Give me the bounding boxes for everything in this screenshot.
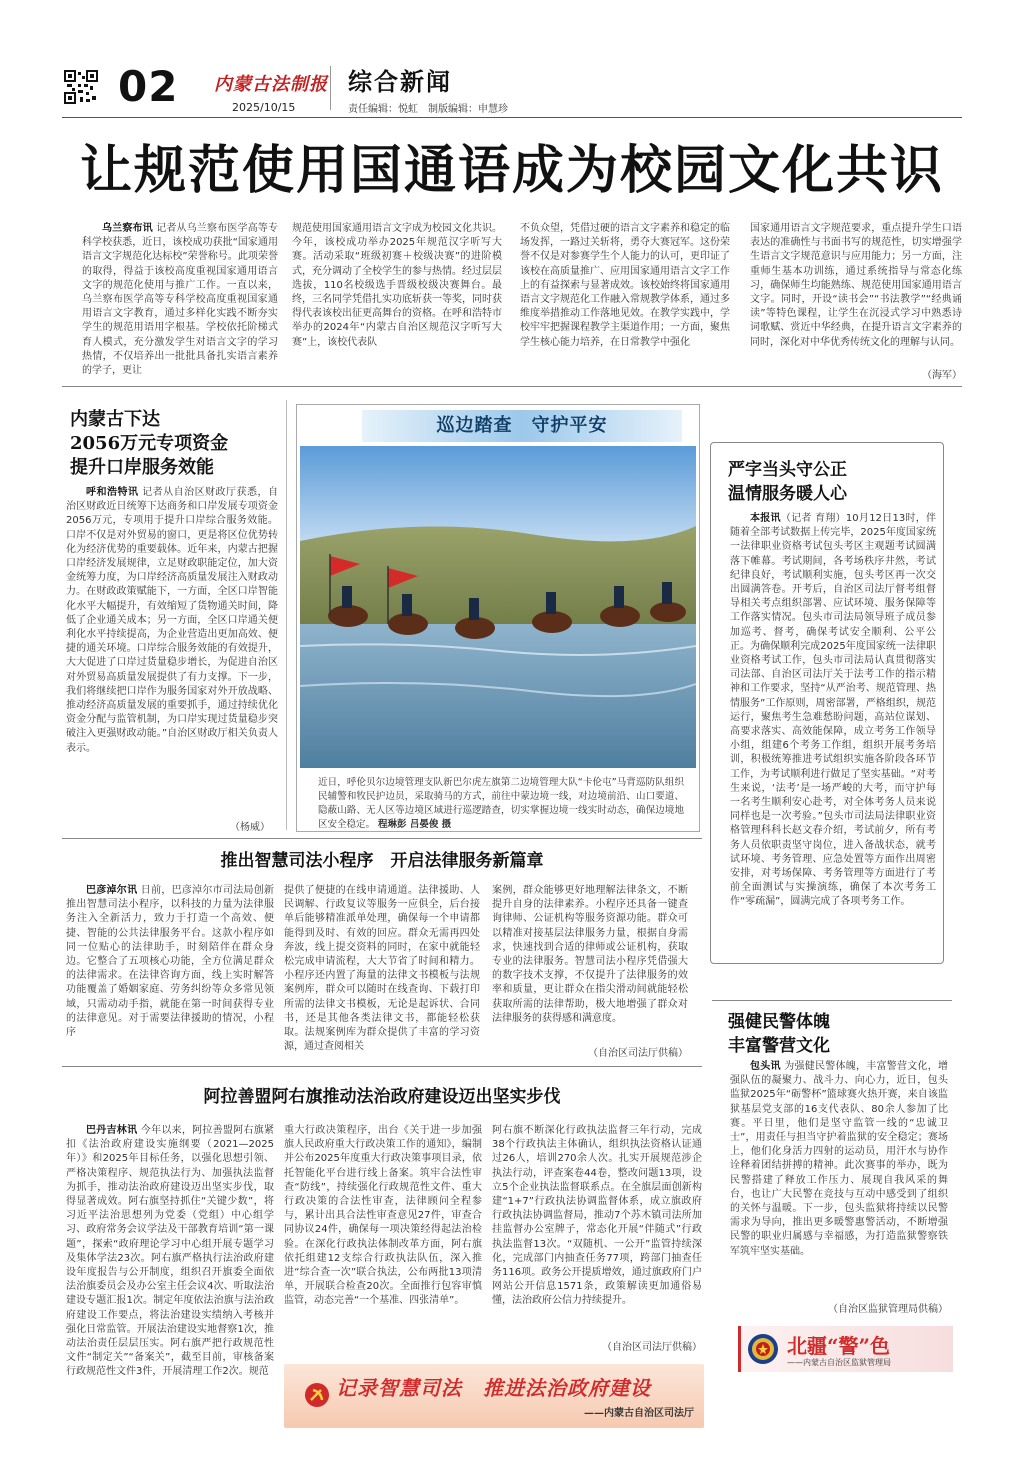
bottom-article-col-2 [284,1124,482,1356]
middle-article-credit: （自治区司法厅供稿） [588,1048,688,1059]
bottom-article-col-3 [492,1124,702,1336]
article-text: 重大行政决策程序，出台《关于进一步加强旗人民政府重大行政决策工作的通知》，编制并公布2025年度重大行政决策事项目录，依托智能化平台进行线上备案。筑牢合法性审查“防线”，持续强化行政规范性文件、重大行政决策的合法性审查，法律顾问全程参与，累计出具合法性审查意见27件，审查合同协议24件，确保每一项决策经得起法治检验。在深化行政执法体制改革方面，阿右旗依托组建12支综合行政执法队伍，深入推进“综合查一次”联合执法，公布两批13项清单，开展联合检查20次。全面推行包容审慎监管，动态完善“一个基准、四张清单”。 [284,1125,482,1307]
banner-subtitle: ——内蒙古自治区司法厅 [584,1408,694,1419]
headline-line: 强健民警体魄 [728,1012,830,1032]
headline-line: 2056万元专项资金 [70,433,229,454]
main-article-col-3 [520,222,730,380]
smart-justice-banner [284,1364,704,1428]
article-text: 记者从自治区财政厅获悉，自治区财政近日统筹下达商务和口岸发展专项资金2056万元，专项用于提升口岸综合服务效能。口岸不仅是对外贸易的窗口，更是将区位优势转化为经济优势的重要载体。近年来，内蒙古把握口岸经济发展规律，立足财政职能定位，加大资金统筹力度，为口岸经济高质量发展注入财政动力。在财政政策赋能下，一方面，全区口岸智能化水平大幅提升，有效缩短了货物通关时间，降低了企业通关成本；另一方面，全区口岸通关便利化水平持续提高，为企业营造出更加高效、便捷的通关环境。口岸综合服务效能的有效提升，大大促进了口岸过货量稳步增长，为促进自治区对外贸易高质量发展提供了有力支撑。下一步，我们将继续把口岸作为服务国家对外开放战略、推动经济高质量发展的重要抓手，通过持续优化资金分配与监管机制，为口岸实现过货量稳步突破注入更强财政动能。”自治区财政厅相关负责人表示。 [66,487,278,754]
page-number: 02 [118,62,179,111]
main-article-col-4 [750,222,962,368]
banner-title: 北疆“警”色 [787,1334,891,1358]
banner-subtitle: ——内蒙古自治区监狱管理局 [787,1358,891,1367]
middle-article-headline: 推出智慧司法小程序 开启法律服务新篇章 [220,851,544,871]
main-article-credit: （海军） [922,370,962,381]
headline-line: 温情服务暖人心 [728,484,847,504]
editor-credits: 责任编辑：悦虹 制版编辑：申慧珍 [348,104,508,115]
article-text: 提供了便捷的在线申请通道。法律援助、人民调解、行政复议等服务一应俱全，后台接单后能够精准派单处理，确保每一个申请都能得到及时、有效的回应。群众无需再四处奔波，线上提交资料的同时，在家中就能轻松完成申请流程，大大节省了时间和精力。小程序还内置了海量的法律文书模板与法规案例库，群众可以随时在线查询、下载打印所需的法律文书模板，无论是起诉状、合同书，还是其他各类法律文书，都能轻松获取。法规案例库为群众提供了丰富的学习资源，通过查阅相关 [284,885,480,1053]
right-article-2-body [730,1060,948,1296]
article-text: （记者 育翔）10月12日13时，伴随着全部考试数据上传完毕，2025年度国家统一法律职业资格考试包头考区主观题考试圆满落下帷幕。考试期间，各考场秩序井然，考试纪律良好，考试顺利实施，包头考区再一次交出圆满答卷。开考后，自治区司法厅督考组督导相关考点组织部署、应试环境、服务保障等工作落实情况。包头市司法局领导班子成员参加巡考、督考，确保考试安全顺利、公平公正。为确保顺利完成2025年度国家统一法律职业资格考试工作，包头市司法局认真贯彻落实司法部、自治区司法厅关于法考工作的指示精神和工作要求，坚持“从严治考、规范管理、热情服务”工作原则，周密部署，严格组织，规范运行，聚焦考生急难愁盼问题，高站位谋划、高要求落实、高效能保障，成立考务工作领导小组，组建6个考务工作组，组织开展考务培训，积极统筹推进考试组织实施各阶段各环节工作，为考试顺利进行做足了坚实基础。“对考生来说，‘法考’是一场严峻的大考，而守护每一名考生顺利安心赴考，对全体考务人员来说同样也是一次考验。”包头市司法局法律职业资格管理科科长赵文春介绍，考试前夕，所有考务人员依职责坚守岗位，进入备战状态，就考试环境、考务管理、应急处置等方面作出周密安排，对考场保障、考务管理等方面进行了考前全面测试与实操演练，确保了本次考务工作“零疏漏”，圆满完成了各项考务工作。 [730,513,936,908]
article-text: 国家通用语言文字规范要求，重点提升学生口语表达的准确性与书面书写的规范性，切实增强学生语言文字规范意识与应用能力；另一方面，注重师生基本功训练，通过系统指导与常态化练习，确保师生均能熟练、规范使用国家通用语言文字。同时，开设“读书会”“书法教学”“经典诵读”等特色课程，让学生在沉浸式学习中熟悉诗词歌赋、赏近中华经典，在提升语言文字素养的同时，深化对中华优秀传统文化的理解与认同。 [750,223,962,348]
bottom-article-headline: 阿拉善盟阿右旗推动法治政府建设迈出坚实步伐 [203,1087,561,1107]
newspaper-logo: 内蒙古法制报 [214,74,328,95]
middle-article-col-1 [66,884,274,1056]
patrol-photo [300,446,696,768]
article-lead: 包头讯 [750,1061,781,1072]
bottom-article-col-1 [66,1124,274,1424]
left-article-headline [70,408,290,480]
main-article-col-2 [292,222,502,380]
article-text: 为强健民警体魄，丰富警营文化，增强队伍的凝聚力、战斗力、向心力，近日，包头监狱2025年“砺警杯”篮球赛火热开赛，来自该监狱基层党支部的16支代表队、80余人参加了比赛。平日里，他们是坚守监管一线的“忠诚卫士”，用责任与担当守护着监狱的安全稳定；赛场上，他们化身活力四射的运动员，用汗水与协作诠释着团结拼搏的精神。此次赛事的举办，既为民警搭建了释放工作压力、展现自我风采的舞台，也让广大民警在竞技与互动中感受到了组织的关怀与温暖。下一步，包头监狱将持续以民警需求为导向，推出更多暖警惠警活动，不断增强民警的职业归属感与幸福感，为打造监狱警察铁军筑牢坚实基础。 [730,1061,948,1257]
middle-article-col-2 [284,884,480,1056]
article-text: 今年以来，阿拉善盟阿右旗紧扣《法治政府建设实施纲要（2021—2025年）》和2025年目标任务，以强化思想引领、严格决策程序、规范执法行为、加强执法监督为抓手，推动法治政府建设迈出坚实步伐，取得显著成效。阿右旗坚持抓住“关键少数”，将习近平法治思想列为党委（党组）中心组学习、政府常务会议学法及干部教育培训“第一课题”，探索“政府理论学习中心组开展专题学习及集体学法23次。阿右旗严格执行法治政府建设年度报告与公开制度，组织召开旗委全面依法治旗委员会及办公室主任会议4次、听取法治建设专题汇报1次。制定年度依法治旗与法治政府建设工作要点，将法治建设实绩纳入考核并强化日常监管。开展法治建设实地督察1次，推动法治责任层层压实。阿右旗严把行政规范性文件“制定关”“备案关”，截至目前，审核备案行政规范性文件3件，开展清理工作2次。规范 [66,1125,274,1378]
right-article-1-headline [728,458,938,506]
police-badge-icon [747,1333,779,1365]
right-article-1-body [730,512,936,952]
photo-caption [318,776,684,832]
banner-title: 记录智慧司法 推进法治政府建设 [336,1376,651,1400]
headline-line: 丰富警营文化 [728,1036,830,1056]
article-lead: 巴彦淖尔讯 [86,885,138,896]
masthead [0,0,1024,120]
article-text: 日前，巴彦淖尔市司法局创新推出智慧司法小程序，以科技的力量为法律服务注入全新活力，致力于打造一个高效、便捷、智能的公共法律服务平台。这款小程序如同一位贴心的法律助手，时刻陪伴在群众身边。它整合了五项核心功能，全方位满足群众的法律需求。在法律咨询方面，线上实时解答功能覆盖了婚姻家庭、劳务纠纷等众多常见领域，只需动动手指，就能在第一时间获得专业的法律意见。对于需要法律援助的情况，小程序 [66,885,274,1039]
caption-text: 近日，呼伦贝尔边境管理支队新巴尔虎左旗第二边境管理大队“卡伦屯”马背巡防队组织民辅警和牧民护边员，采取骑马的方式，前往中蒙边境一线，对边境前沿、山口要道、隐蔽山路、无人区等边境区域进行巡逻踏查，切实掌握边境一线实时动态，确保边境地区安全稳定。 [318,777,684,830]
left-article-body [66,486,278,814]
headline-line: 严字当头守公正 [728,460,847,480]
photographer-credit: 程琳彭 吕晏俊 摄 [378,819,452,830]
right-article-2-headline [728,1010,948,1058]
article-text: 案例，群众能够更好地理解法律条文，不断提升自身的法律素养。小程序还具备一键查询律师、公证机构等服务资源功能。群众可以精准对接基层法律服务力量，根据自身需求，快速找到合适的律师或公证机构，获取专业的法律服务。智慧司法小程序凭借强大的数字技术支撑，不仅提升了法律服务的效率和质量，更让群众在指尖滑动间就能轻松获取所需的法律帮助，极大地增强了群众对法律服务的获得感和满意度。 [492,885,688,1024]
headline-line: 提升口岸服务效能 [70,457,214,478]
headline-line: 内蒙古下达 [70,409,160,430]
article-lead: 呼和浩特讯 [86,487,139,498]
party-emblem-icon [304,1382,330,1408]
article-text: 不负众望，凭借过硬的语言文字素养和稳定的临场发挥，一路过关斩将，勇夺大赛冠军。这份荣誉不仅是对参赛学生个人能力的认可，更印证了该校在高质量推广、应用国家通用语言文字工作上的有益探索与显著成效。该校始终将国家通用语言文字规范化工作融入常规教学体系，通过多维度举措推动工作落地见效。在教学实践中，学校牢牢把握课程教学主渠道作用；一方面，聚焦学生核心能力培养，在日常教学中强化 [520,223,730,348]
northern-police-banner [738,1326,953,1372]
bottom-article-credit: （自治区司法厅供稿） [602,1342,702,1353]
photo-story-header [362,410,682,442]
article-text: 规范使用国家通用语言文字成为校园文化共识。今年，该校成功举办2025年规范汉字听写大赛。活动采取“班级初赛＋校级决赛”的进阶模式，充分调动了全校学生的参与热情。经过层层选拔，110名校级选手晋级校级决赛舞台。最终，三名同学凭借扎实功底斩获一等奖，同时获得代表该校出征更高舞台的资格。在呼和浩特市举办的2024年“内蒙古自治区规范汉字听写大赛”上，该校代表队 [292,223,502,348]
issue-date: 2025/10/15 [232,101,296,114]
article-lead: 乌兰察布讯 [102,223,153,234]
photo-story-title: 巡边踏查 守护平安 [436,415,608,436]
article-lead: 本报讯 [750,513,781,524]
article-lead: 巴丹吉林讯 [86,1125,138,1136]
left-article-credit: （杨威） [230,822,270,833]
qr-code-icon [64,70,98,104]
middle-article-col-3 [492,884,688,1042]
main-article-col-1 [82,222,278,380]
article-text: 阿右旗不断深化行政执法监督三年行动，完成38个行政执法主体确认，组织执法资格认证通过26人，培训270余人次。扎实开展规范涉企执法行动，评查案卷44卷，整改问题13项，设立5个企业执法监督联系点。在全旗层面创新构建“1+7”行政执法协调监督体系，成立旗政府行政执法协调监督局，推动7个苏木镇司法所加挂监督办公室牌子，常态化开展“伴随式”行政执法监督13次。“双随机、一公开”监管持续深化，完成部门内抽查任务77项，跨部门抽查任务116项。政务公开提质增效，通过旗政府门户网站公开信息1571条，政策解读更加通俗易懂，法治政府公信力持续提升。 [492,1125,702,1307]
article-text: 记者从乌兰察布医学高等专科学校获悉，近日，该校成功获批“国家通用语言文字规范化达标校”荣誉称号。此项荣誉的取得，得益于该校高度重视国家通用语言文字的规范化使用与推广工作。一直以来，乌兰察布医学高等专科学校高度重视国家通用语言文字教育，通过多样化实践不断夯实学生的规范用语用字根基。学校依托阶梯式育人模式，充分激发学生对语言文字的学习热情，不仅培养出一批批具备扎实语言素养的学子，更让 [82,223,278,377]
right-article-2-credit: （自治区监狱管理局供稿） [828,1304,948,1315]
main-headline: 让规范使用国通语成为校园文化共识 [79,140,944,201]
section-name: 综合新闻 [348,67,452,96]
